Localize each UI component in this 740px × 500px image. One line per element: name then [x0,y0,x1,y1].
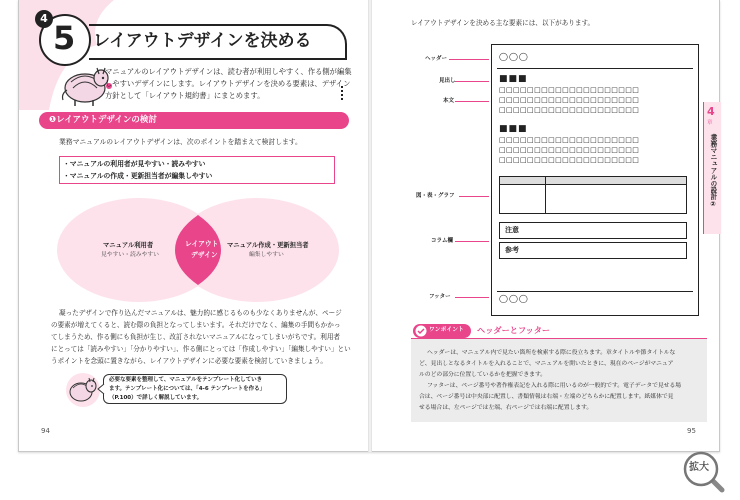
venn-editor-sub: 編集しやすい [249,252,284,258]
body-line-3: てしまうため、作る側にも負担が生じ、改訂されないマニュアルになってしまいがちです。利用者 [51,333,341,341]
note-line-2: ます。テンプレート化については、「4-6 テンプレートを作る」 [109,386,266,392]
sample-body-row-6: □□□□□□□□□□□□□□□□□□□□ [499,156,640,164]
arrow-header [449,59,489,60]
arrow-body [455,101,489,102]
label-column: コラム欄 [431,238,453,244]
body-line-1: 凝ったデザインで作り込んだマニュアルは、魅力的に感じるものも少なくありませんが、ページ [59,309,342,317]
sample-header-mark: ◯◯◯ [499,52,529,61]
tip-line-6: せる場合は、左ページでは左端、右ページでは右端に配置します。 [419,405,593,411]
subsection-label: レイアウトデザインの検討 [56,115,157,125]
right-page-number: 95 [687,427,696,435]
chapter-number-dot: 4 [35,10,53,28]
note-bubble-pointer [98,384,105,394]
venn-center-2: デザイン [191,251,218,259]
intro-line-3: 方針として「レイアウト規約書」にまとめます。 [105,91,265,100]
arrow-footer [455,297,489,298]
venn-user-sub: 見やすい・読みやすい [101,252,159,258]
sample-body-row-4: □□□□□□□□□□□□□□□□□□□□ [499,136,640,144]
sample-body-row-5: □□□□□□□□□□□□□□□□□□□□ [499,146,640,154]
note-line-1: 必要な要素を整理して、マニュアルをテンプレート化していき [109,377,263,383]
sample-reference-label: 参考 [505,246,519,254]
right-lead-text: レイアウトデザインを決める主な要素には、以下があります。 [411,19,595,27]
label-body: 本文 [443,98,455,104]
intro-line-1: マニュアルのレイアウトデザインは、読む者が利用しやすく、作る側が編集 [105,67,352,76]
side-tab-unit: 章 [707,120,713,126]
section-number: 5 [53,19,76,57]
sample-caution-label: 注意 [505,226,519,234]
sample-caution-box [499,222,687,239]
label-figure: 図・表・グラフ [416,193,455,199]
zoom-button-label: 拡大 [689,462,709,473]
label-heading: 見出し [439,78,456,84]
intro-line-2: しやすいデザインにします。レイアウトデザインを決める要素は、デザイン [105,79,351,88]
zoom-button[interactable] [682,450,728,496]
book-gutter [368,0,372,452]
subsection-number: ❶ [49,115,57,125]
venn-user-title: マニュアル利用者 [103,242,154,249]
side-tab-number: 4 [707,105,715,118]
tip-title: ヘッダーとフッター [477,325,551,335]
tip-line-3: ルのどの部分に位置しているかを把握できます。 [419,372,547,378]
sample-heading-1: ■■■ [499,74,528,84]
sample-footer-rule [497,291,693,292]
body-line-4: にとっては「読みやすい」「分かりやすい」、作る側にとっては「作成しやすい」「編集しやすい」とい [51,345,351,353]
venn-center-1: レイアウト [185,240,219,248]
label-footer: フッター [429,294,451,300]
sample-header-rule [497,68,693,69]
tip-line-1: ヘッダーは、マニュアル内で見たい箇所を検索する際に役立ちます。章タイトルや節タイトルな [427,350,676,356]
left-page-number: 94 [41,427,50,435]
sample-table-divider [545,177,546,213]
side-tab-text: 業務マニュアルの設計② [708,134,717,208]
tip-line-4: フッターは、ページ番号や著作権表記を入れる際に用いるのが一般的です。電子データで見せる場 [427,383,682,389]
arrow-column [455,241,489,242]
sample-body-row-1: □□□□□□□□□□□□□□□□□□□□ [499,86,640,94]
sample-body-row-2: □□□□□□□□□□□□□□□□□□□□ [499,96,640,104]
tip-line-5: 合は、ページ番号は中央部に配置し、書類情報は右端・左端のどちらかに配置します。紙媒体で見 [419,394,674,400]
arrow-figure [459,196,489,197]
label-header: ヘッダー [425,56,448,62]
lead-text: 業務マニュアルのレイアウトデザインは、次のポイントを踏まえて検討します。 [59,138,302,146]
subsection-heading [49,115,157,125]
arrow-heading [455,81,489,82]
sample-footer-mark: ◯◯◯ [499,294,529,303]
point-1: ・マニュアルの利用者が見やすい・読みやすい [63,160,206,168]
book-spread [18,0,720,452]
body-line-5: うポイントを念頭に置きながら、レイアウトデザインに必要な要素を検討していきましょう。 [51,357,327,365]
venn-diagram [59,196,339,304]
tip-line-2: ど、見出しとなるタイトルを入れることで、マニュアルを開いたときに、現在のページがマニュア [419,361,674,367]
note-mascot-illustration [63,372,103,408]
tip-icon [415,325,427,337]
sample-reference-box [499,242,687,259]
sample-heading-2: ■■■ [499,124,528,134]
venn-editor-title: マニュアル作成・更新担当者 [227,242,309,249]
sample-body-row-3: □□□□□□□□□□□□□□□□□□□□ [499,106,640,114]
point-2: ・マニュアルの作成・更新担当者が編集しやすい [63,172,213,180]
page-title: レイアウトデザインを決める [93,31,312,51]
tip-badge-label: ワンポイント [429,327,464,333]
note-line-3: （P.100）で詳しく解説しています。 [109,395,203,401]
tip-title-rule [411,338,707,339]
sample-table-header [500,177,686,185]
body-line-2: の要素が増えてくると、読む際の負担となってしまいます。それだけでなく、編集の手間もかかっ [51,321,341,329]
